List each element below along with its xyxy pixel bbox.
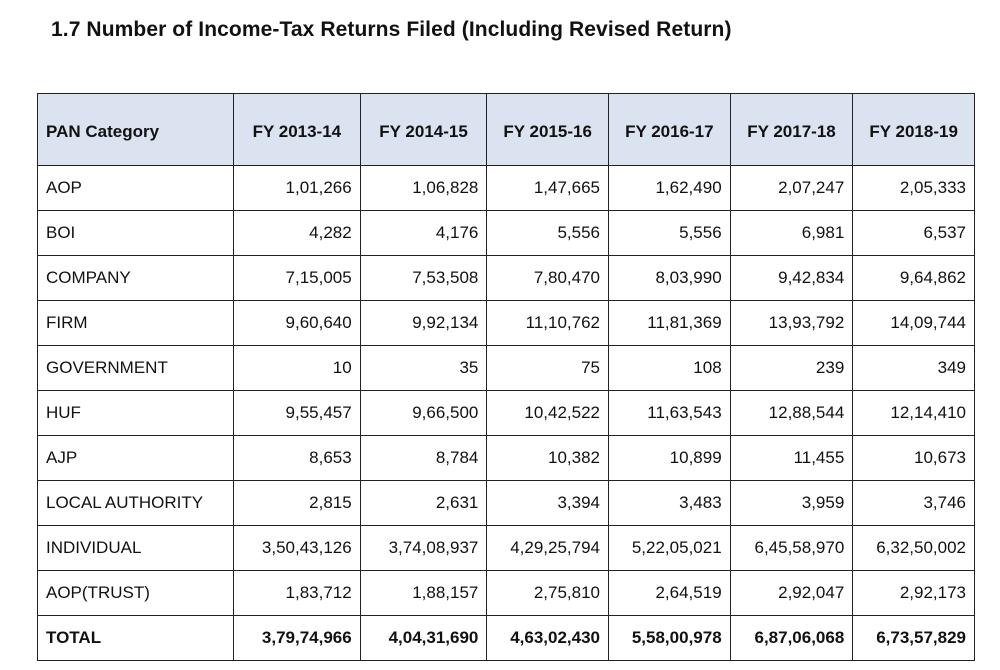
table-cell: 12,14,410 — [853, 391, 975, 436]
total-cell: 6,87,06,068 — [730, 616, 853, 661]
table-cell: 13,93,792 — [730, 301, 853, 346]
table-cell: 10,899 — [609, 436, 731, 481]
table-cell: 5,22,05,021 — [609, 526, 731, 571]
column-header-fy-2014-15: FY 2014-15 — [360, 94, 487, 166]
table-cell: 9,60,640 — [234, 301, 361, 346]
table-cell: 5,556 — [487, 211, 609, 256]
table-cell: 9,92,134 — [360, 301, 487, 346]
table-cell: 6,45,58,970 — [730, 526, 853, 571]
table-cell: 349 — [853, 346, 975, 391]
table-cell: 10 — [234, 346, 361, 391]
table-row-boi — [38, 211, 975, 256]
row-label: BOI — [38, 211, 234, 256]
table-cell: 11,81,369 — [609, 301, 731, 346]
table-cell: 1,88,157 — [360, 571, 487, 616]
column-header-fy-2017-18: FY 2017-18 — [730, 94, 853, 166]
row-label: AOP — [38, 166, 234, 211]
table-cell: 2,07,247 — [730, 166, 853, 211]
total-cell: 4,63,02,430 — [487, 616, 609, 661]
row-label: INDIVIDUAL — [38, 526, 234, 571]
row-label: COMPANY — [38, 256, 234, 301]
table-cell: 11,455 — [730, 436, 853, 481]
table-cell: 3,394 — [487, 481, 609, 526]
table-row-government — [38, 346, 975, 391]
table-cell: 10,42,522 — [487, 391, 609, 436]
table-cell: 1,83,712 — [234, 571, 361, 616]
table-row-individual — [38, 526, 975, 571]
table-row-ajp — [38, 436, 975, 481]
total-cell: 4,04,31,690 — [360, 616, 487, 661]
table-cell: 2,631 — [360, 481, 487, 526]
table-cell: 10,382 — [487, 436, 609, 481]
row-label: AOP(TRUST) — [38, 571, 234, 616]
table-cell: 10,673 — [853, 436, 975, 481]
table-cell: 7,15,005 — [234, 256, 361, 301]
total-cell: 5,58,00,978 — [609, 616, 731, 661]
table-cell: 5,556 — [609, 211, 731, 256]
table-cell: 75 — [487, 346, 609, 391]
table-cell: 11,10,762 — [487, 301, 609, 346]
table-cell: 239 — [730, 346, 853, 391]
table-cell: 2,05,333 — [853, 166, 975, 211]
table-cell: 4,176 — [360, 211, 487, 256]
table-row-firm — [38, 301, 975, 346]
total-cell: 6,73,57,829 — [853, 616, 975, 661]
table-cell: 1,01,266 — [234, 166, 361, 211]
table-row-aop — [38, 166, 975, 211]
table-row-total — [38, 616, 975, 661]
income-tax-returns-table — [37, 93, 975, 661]
table-cell: 2,64,519 — [609, 571, 731, 616]
table-cell: 1,06,828 — [360, 166, 487, 211]
table-cell: 9,55,457 — [234, 391, 361, 436]
table-cell: 3,74,08,937 — [360, 526, 487, 571]
table-cell: 7,80,470 — [487, 256, 609, 301]
table-cell: 12,88,544 — [730, 391, 853, 436]
table-cell: 6,537 — [853, 211, 975, 256]
column-header-pan-category: PAN Category — [38, 94, 234, 166]
table-cell: 6,32,50,002 — [853, 526, 975, 571]
column-header-fy-2016-17: FY 2016-17 — [609, 94, 731, 166]
table-cell: 9,66,500 — [360, 391, 487, 436]
table-header-row — [38, 94, 975, 166]
row-label: GOVERNMENT — [38, 346, 234, 391]
table-cell: 11,63,543 — [609, 391, 731, 436]
table-cell: 3,746 — [853, 481, 975, 526]
table-cell: 9,64,862 — [853, 256, 975, 301]
table-cell: 14,09,744 — [853, 301, 975, 346]
total-label: TOTAL — [38, 616, 234, 661]
table-row-huf — [38, 391, 975, 436]
table-cell: 8,784 — [360, 436, 487, 481]
table-cell: 4,29,25,794 — [487, 526, 609, 571]
table-cell: 4,282 — [234, 211, 361, 256]
row-label: LOCAL AUTHORITY — [38, 481, 234, 526]
table-cell: 35 — [360, 346, 487, 391]
table-row-company — [38, 256, 975, 301]
column-header-fy-2015-16: FY 2015-16 — [487, 94, 609, 166]
row-label: AJP — [38, 436, 234, 481]
table-cell: 3,50,43,126 — [234, 526, 361, 571]
table-cell: 108 — [609, 346, 731, 391]
row-label: FIRM — [38, 301, 234, 346]
row-label: HUF — [38, 391, 234, 436]
table-cell: 2,75,810 — [487, 571, 609, 616]
table-cell: 2,92,173 — [853, 571, 975, 616]
table-cell: 3,483 — [609, 481, 731, 526]
table-cell: 8,03,990 — [609, 256, 731, 301]
table-cell: 9,42,834 — [730, 256, 853, 301]
table-cell: 1,62,490 — [609, 166, 731, 211]
page-title: 1.7 Number of Income-Tax Returns Filed (Including Revised Return) — [51, 18, 732, 41]
column-header-fy-2018-19: FY 2018-19 — [853, 94, 975, 166]
table-cell: 2,92,047 — [730, 571, 853, 616]
table-cell: 2,815 — [234, 481, 361, 526]
column-header-fy-2013-14: FY 2013-14 — [234, 94, 361, 166]
total-cell: 3,79,74,966 — [234, 616, 361, 661]
table-cell: 8,653 — [234, 436, 361, 481]
table-cell: 6,981 — [730, 211, 853, 256]
table-cell: 1,47,665 — [487, 166, 609, 211]
table-cell: 3,959 — [730, 481, 853, 526]
table-row-aop-trust — [38, 571, 975, 616]
table-row-local-authority — [38, 481, 975, 526]
table-cell: 7,53,508 — [360, 256, 487, 301]
